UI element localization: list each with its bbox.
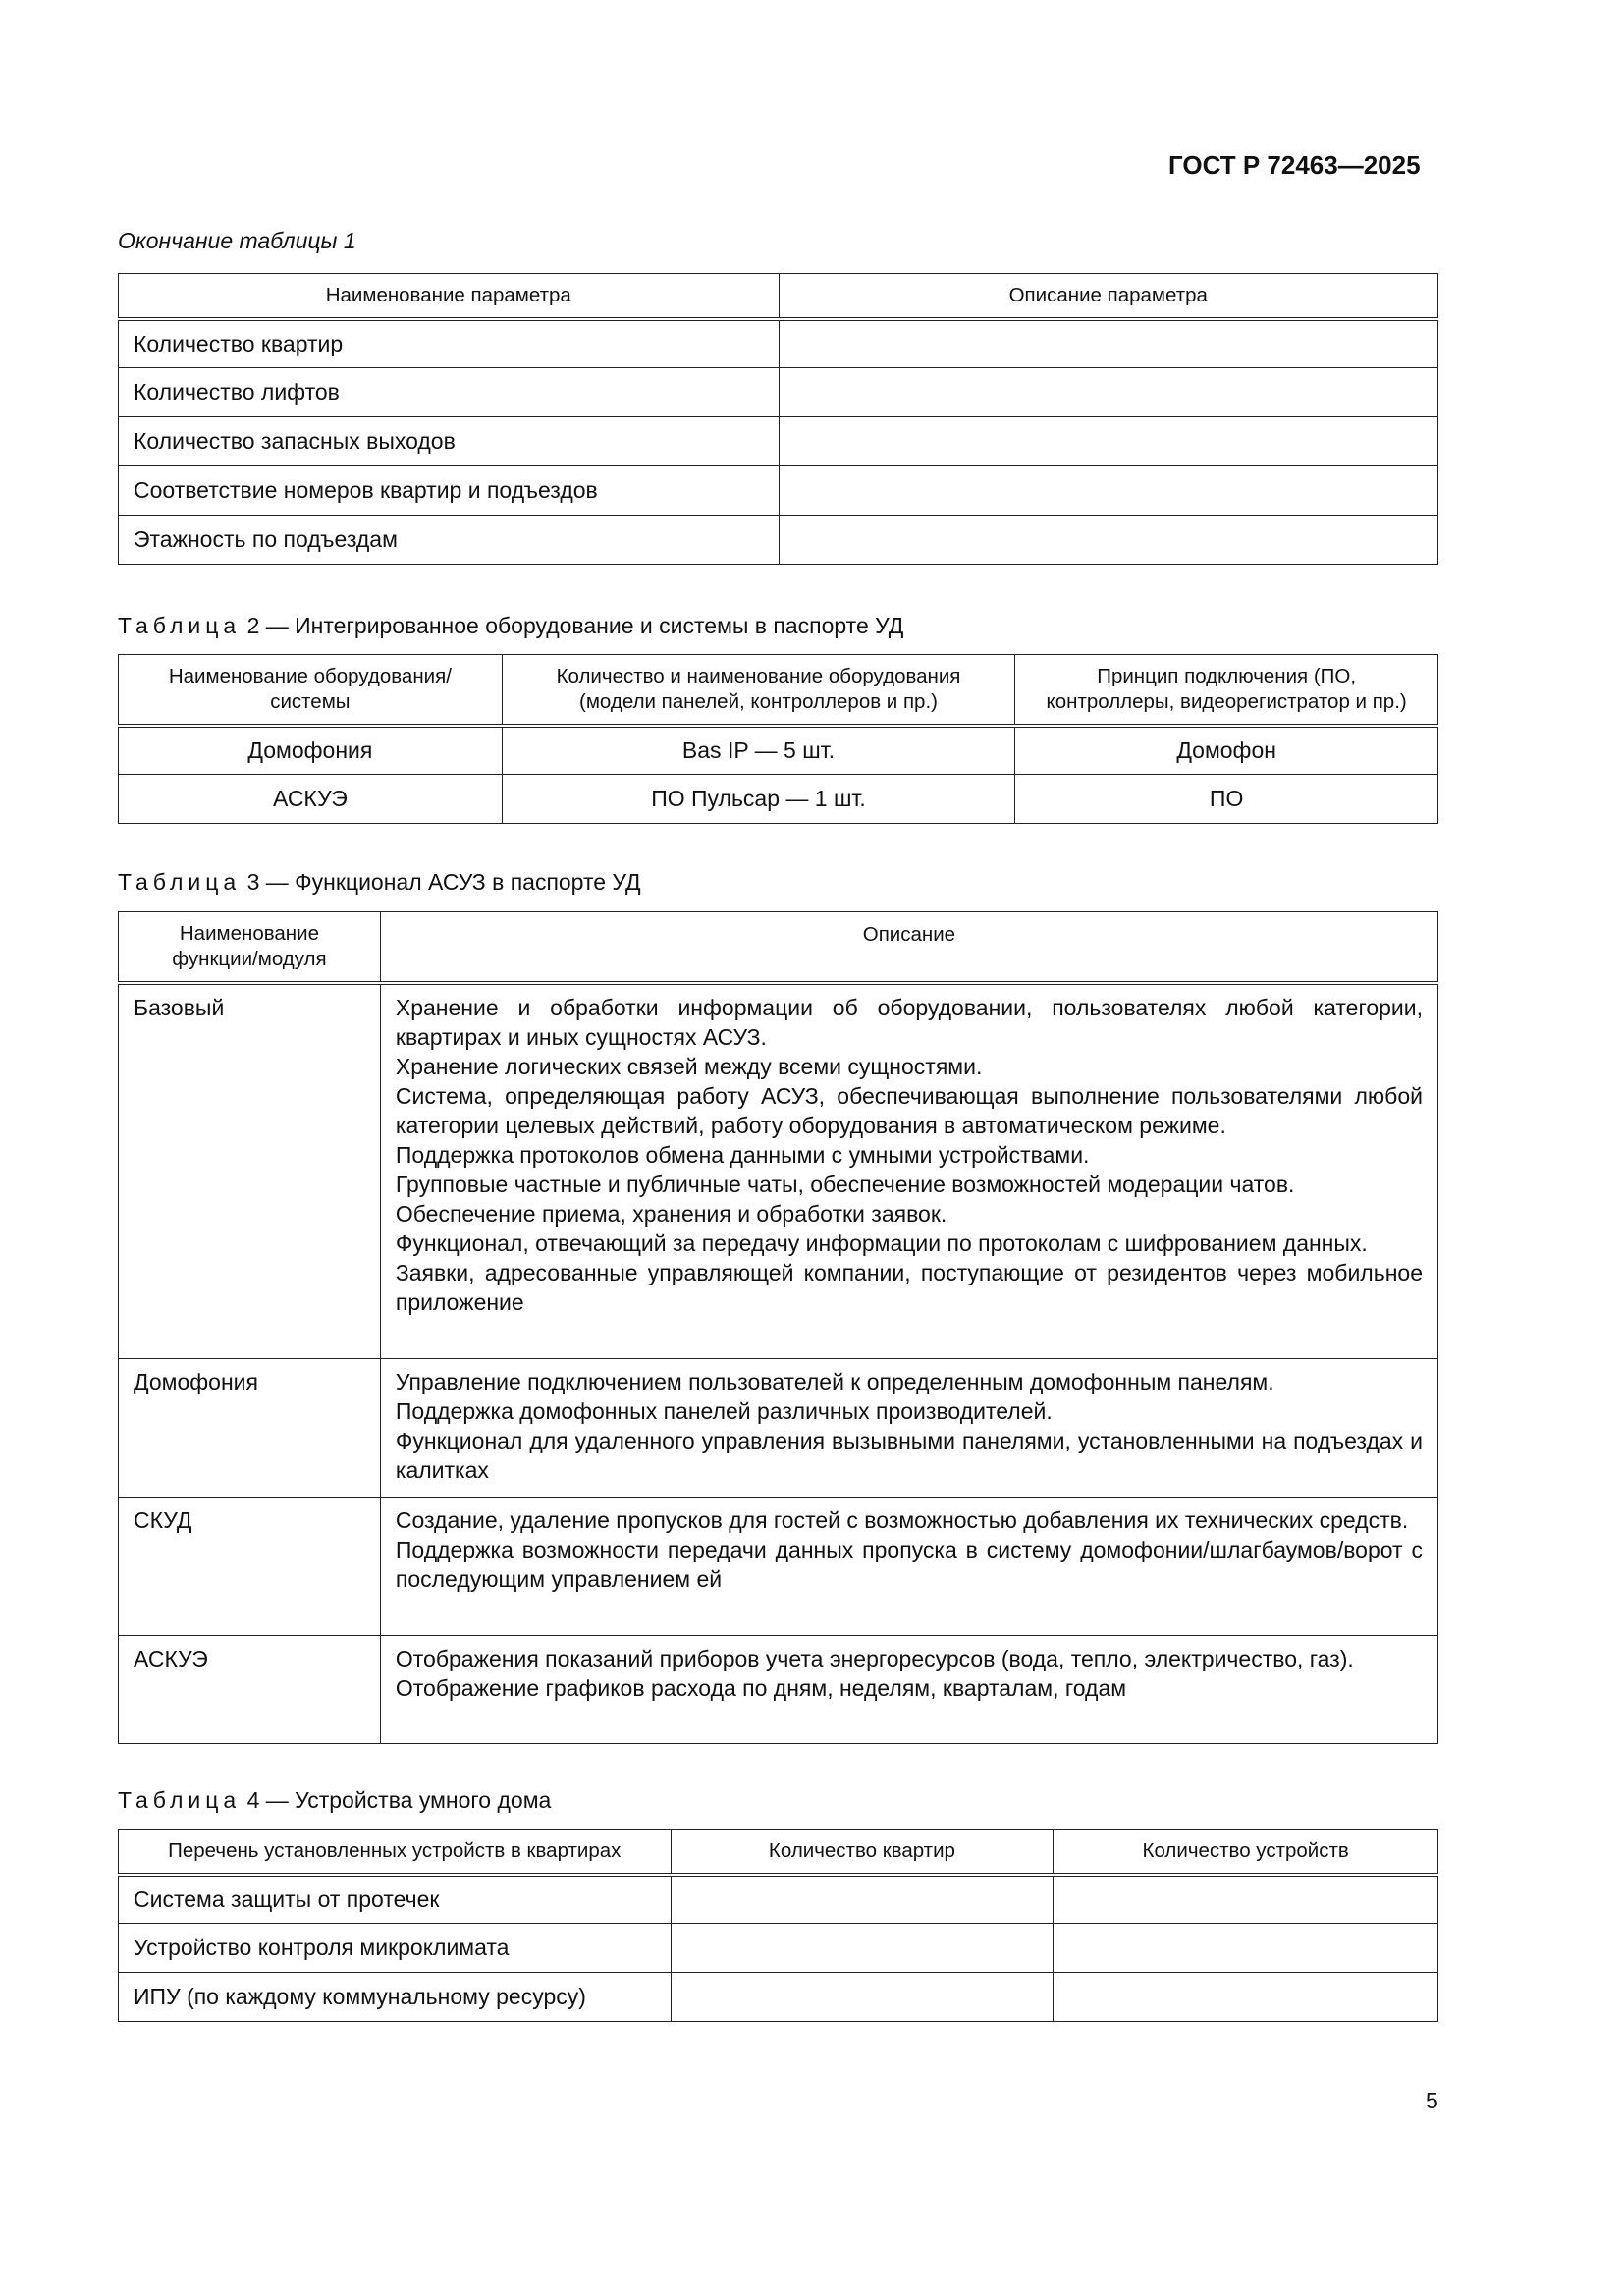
table2-header-quantity: Количество и наименование оборудования (модели панелей, контроллеров и пр.) bbox=[502, 655, 1015, 726]
table-row bbox=[119, 1875, 1438, 1924]
table-row bbox=[119, 1973, 1438, 2022]
table3-module-name: Домофония bbox=[119, 1359, 381, 1498]
table3-description: Создание, удаление пропусков для гостей с возможностью добавления их технических средств. Поддержка возможности передачи данных пропуска в систему домофонии/шлагбаумов/ворот с последующим управлением ей bbox=[380, 1498, 1437, 1636]
table2-caption bbox=[118, 613, 903, 639]
table3-caption-label: Таблица bbox=[118, 869, 242, 895]
table1-cell bbox=[779, 319, 1437, 368]
table-row bbox=[119, 1636, 1438, 1744]
table-row bbox=[119, 983, 1438, 1359]
table1-cell: Количество запасных выходов bbox=[119, 417, 780, 466]
table3-module-name: АСКУЭ bbox=[119, 1636, 381, 1744]
table4-cell bbox=[671, 1875, 1054, 1924]
table1-cell bbox=[779, 417, 1437, 466]
table4-caption-text: 4 — Устройства умного дома bbox=[246, 1787, 552, 1813]
table4-caption-label: Таблица bbox=[118, 1787, 242, 1813]
table-row bbox=[119, 1924, 1438, 1973]
table3-description: Хранение и обработки информации об оборудовании, пользователях любой категории, квартирах и иных сущностях АСУЗ. Хранение логических связей между всеми сущностями. Система, определяющая работу АСУЗ, обеспечивающая выполнение пользователями любой категории целевых действий, работу оборудования в автоматическом режиме. Поддержка протоколов обмена данными с умными устройствами. Групповые частные и публичные чаты, обеспечение возможностей модерации чатов. Обеспечение приема, хранения и обработки заявок. Функционал, отвечающий за передачу информации по протоколам с шифрованием данных. Заявки, адресованные управляющей компании, поступающие от резидентов через мобильное приложение bbox=[380, 983, 1437, 1359]
table-row bbox=[119, 726, 1438, 775]
table1-cell bbox=[779, 368, 1437, 417]
table2-cell: ПО bbox=[1015, 775, 1438, 824]
table3-module-name: Базовый bbox=[119, 983, 381, 1359]
table1-caption: Окончание таблицы 1 bbox=[118, 228, 356, 253]
table2-cell: Домофон bbox=[1015, 726, 1438, 775]
table-row bbox=[119, 1498, 1438, 1636]
table2-header-equipment: Наименование оборудования/ системы bbox=[119, 655, 503, 726]
table2-cell: ПО Пульсар — 1 шт. bbox=[502, 775, 1015, 824]
table1 bbox=[118, 273, 1438, 565]
table4-header-apartments: Количество квартир bbox=[671, 1830, 1054, 1875]
table3-description: Отображения показаний приборов учета энергоресурсов (вода, тепло, электричество, газ). Отображение графиков расхода по дням, неделям, кварталам, годам bbox=[380, 1636, 1437, 1744]
table1-cell bbox=[779, 466, 1437, 516]
table-row bbox=[119, 775, 1438, 824]
table4-cell bbox=[1054, 1875, 1438, 1924]
table4-cell bbox=[1054, 1973, 1438, 2022]
table2-header-connection: Принцип подключения (ПО, контроллеры, видеорегистратор и пр.) bbox=[1015, 655, 1438, 726]
table2-caption-text: 2 — Интегрированное оборудование и системы в паспорте УД bbox=[246, 613, 904, 638]
table3-module-name: СКУД bbox=[119, 1498, 381, 1636]
table4-header-devices: Перечень установленных устройств в квартирах bbox=[119, 1830, 672, 1875]
table1-header-param: Наименование параметра bbox=[119, 274, 780, 319]
table3 bbox=[118, 911, 1438, 1744]
table4 bbox=[118, 1829, 1438, 2022]
table3-caption-text: 3 — Функционал АСУЗ в паспорте УД bbox=[246, 869, 641, 895]
table2-cell: АСКУЭ bbox=[119, 775, 503, 824]
table-row bbox=[119, 466, 1438, 516]
table1-cell: Этажность по подъездам bbox=[119, 516, 780, 565]
table-row bbox=[119, 516, 1438, 565]
page-number: 5 bbox=[1426, 2088, 1438, 2113]
table2 bbox=[118, 654, 1438, 824]
table4-cell bbox=[671, 1924, 1054, 1973]
table3-description: Управление подключением пользователей к определенным домофонным панелям. Поддержка домофонных панелей различных производителей. Функционал для удаленного управления вызывными панелями, установленными на подъездах и калитках bbox=[380, 1359, 1437, 1498]
table4-cell: Устройство контроля микроклимата bbox=[119, 1924, 672, 1973]
table1-cell: Соответствие номеров квартир и подъездов bbox=[119, 466, 780, 516]
table-row bbox=[119, 368, 1438, 417]
table2-cell: Домофония bbox=[119, 726, 503, 775]
table4-cell: Система защиты от протечек bbox=[119, 1875, 672, 1924]
table1-cell: Количество лифтов bbox=[119, 368, 780, 417]
table3-header-name: Наименование функции/модуля bbox=[119, 912, 381, 983]
table4-caption bbox=[118, 1787, 551, 1814]
table4-cell: ИПУ (по каждому коммунальному ресурсу) bbox=[119, 1973, 672, 2022]
table-row bbox=[119, 1359, 1438, 1498]
table4-cell bbox=[671, 1973, 1054, 2022]
table3-header-desc: Описание bbox=[380, 912, 1437, 983]
table4-header-device-count: Количество устройств bbox=[1054, 1830, 1438, 1875]
table3-caption bbox=[118, 869, 641, 896]
standard-designation: ГОСТ Р 72463—2025 bbox=[1168, 150, 1421, 180]
table-row bbox=[119, 417, 1438, 466]
table2-cell: Bas IP — 5 шт. bbox=[502, 726, 1015, 775]
table1-cell: Количество квартир bbox=[119, 319, 780, 368]
table1-cell bbox=[779, 516, 1437, 565]
table2-caption-label: Таблица bbox=[118, 613, 242, 638]
table4-cell bbox=[1054, 1924, 1438, 1973]
table1-header-desc: Описание параметра bbox=[779, 274, 1437, 319]
table-row bbox=[119, 319, 1438, 368]
